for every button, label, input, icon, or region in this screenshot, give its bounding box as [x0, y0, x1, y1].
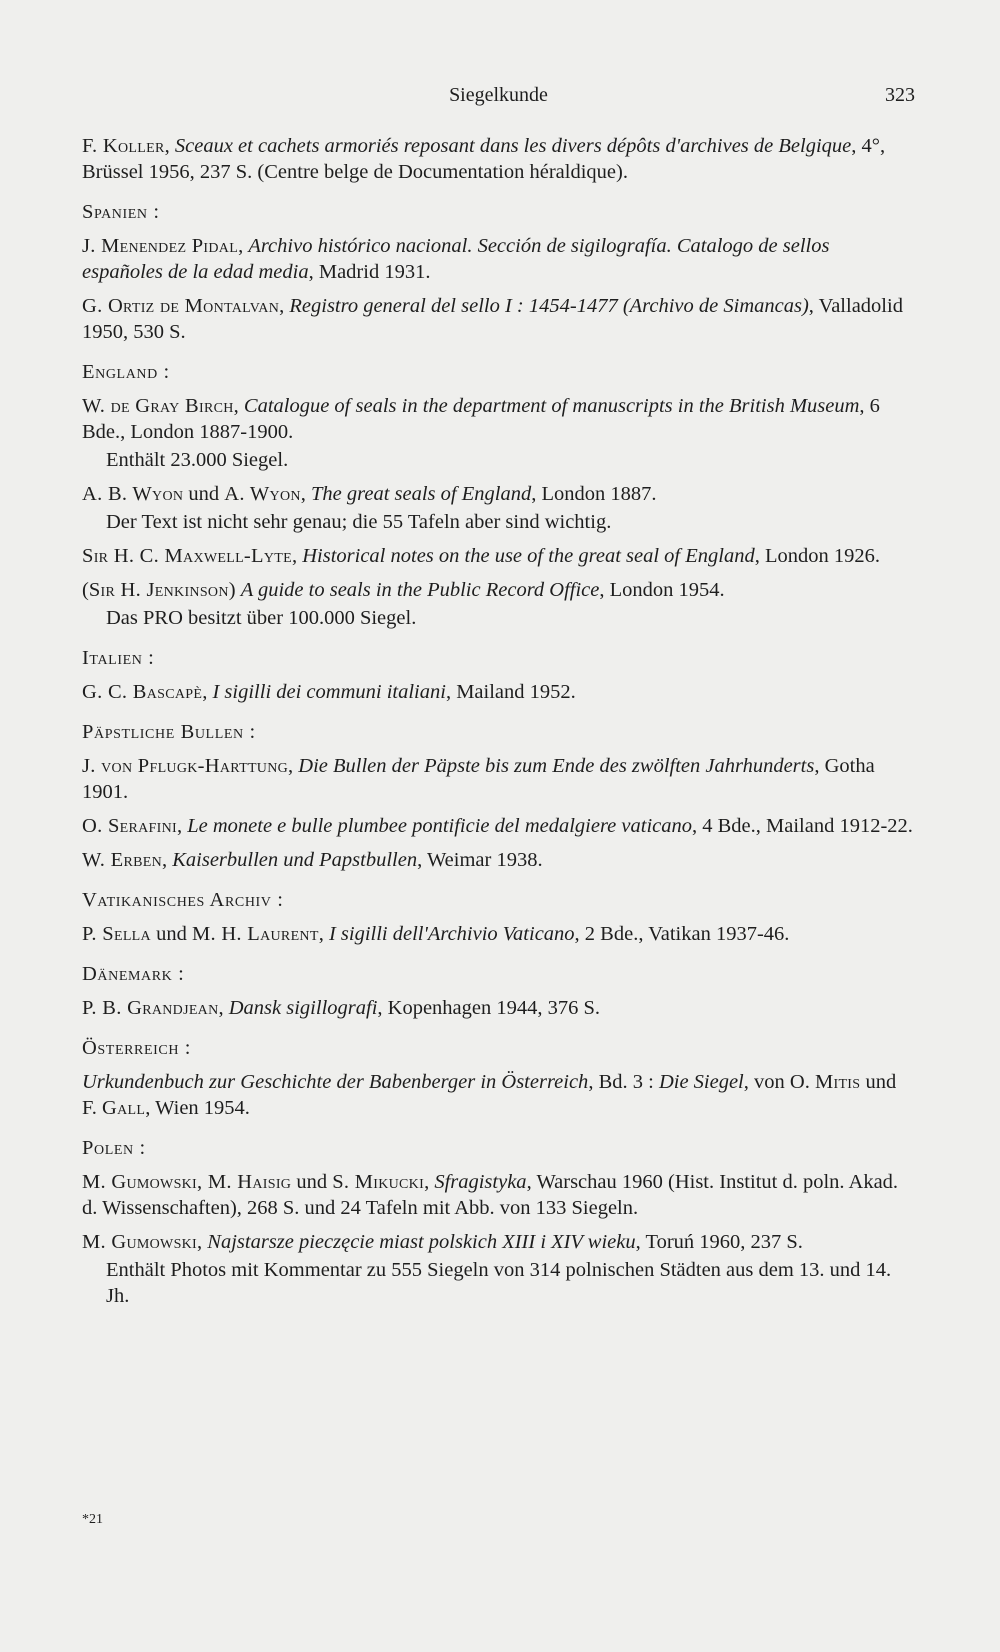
- section-heading-poland: Polen :: [82, 1137, 146, 1159]
- page-header: [82, 84, 915, 114]
- page-number: 323: [885, 84, 915, 106]
- bib-entry: W. de Gray Birch, Catalogue of seals in the department of manuscripts in the British Museum, 6 Bde., London 1887-1900.: [82, 395, 880, 443]
- bib-entry: G. C. Bascapè, I sigilli dei communi italiani, Mailand 1952.: [82, 681, 576, 703]
- section-heading-austria: Österreich :: [82, 1037, 192, 1059]
- bib-entry: G. Ortiz de Montalvan, Registro general del sello I : 1454-1477 (Archivo de Simancas), Valladolid 1950, 530 S.: [82, 295, 903, 343]
- section-heading-italy: Italien :: [82, 647, 155, 669]
- bib-entry: P. B. Grandjean, Dansk sigillografi, Kopenhagen 1944, 376 S.: [82, 997, 601, 1019]
- bib-entry: W. Erben, Kaiserbullen und Papstbullen, Weimar 1938.: [82, 849, 543, 871]
- section-heading-denmark: Dänemark :: [82, 963, 185, 985]
- section-heading-england: England :: [82, 361, 170, 383]
- section-heading-vatican: Vatikanisches Archiv :: [82, 889, 284, 911]
- section-heading-spain: Spanien :: [82, 201, 160, 223]
- entry-note: Der Text ist nicht sehr genau; die 55 Tafeln aber sind wichtig.: [106, 511, 612, 533]
- entry-note: Das PRO besitzt über 100.000 Siegel.: [106, 607, 417, 629]
- bib-entry: F. Koller, Sceaux et cachets armoriés reposant dans les divers dépôts d'archives de Belgique, 4°, Brüssel 1956, 237 S. (Centre belge de Documentation héraldique).: [82, 135, 886, 183]
- bib-entry: P. Sella und M. H. Laurent, I sigilli dell'Archivio Vaticano, 2 Bde., Vatikan 1937-46.: [82, 923, 790, 945]
- bib-entry: J. von Pflugk-Harttung, Die Bullen der Päpste bis zum Ende des zwölften Jahrhunderts, Gotha 1901.: [82, 755, 875, 803]
- running-head: Siegelkunde: [449, 84, 548, 106]
- bib-entry: J. Menendez Pidal, Archivo histórico nacional. Sección de sigilografía. Catalogo de sellos españoles de la edad media, Madrid 1931.: [82, 235, 830, 283]
- bibliography: [82, 133, 915, 1317]
- bib-entry: Urkundenbuch zur Geschichte der Babenberger in Österreich, Bd. 3 : Die Siegel, von O. Mitis und F. Gall, Wien 1954.: [82, 1071, 897, 1119]
- bib-entry: Sir H. C. Maxwell-Lyte, Historical notes on the use of the great seal of England, London 1926.: [82, 545, 880, 567]
- signature-mark: *21: [82, 1512, 103, 1527]
- section-heading-papal-bulls: Päpstliche Bullen :: [82, 721, 256, 743]
- entry-note: Enthält Photos mit Kommentar zu 555 Siegeln von 314 polnischen Städten aus dem 13. und 14. Jh.: [106, 1259, 892, 1307]
- bib-entry: A. B. Wyon und A. Wyon, The great seals of England, London 1887.: [82, 483, 657, 505]
- bib-entry: O. Serafini, Le monete e bulle plumbee pontificie del medalgiere vaticano, 4 Bde., Mailand 1912-22.: [82, 815, 913, 837]
- bib-entry: M. Gumowski, Najstarsze pieczęcie miast polskich XIII i XIV wieku, Toruń 1960, 237 S.: [82, 1231, 803, 1253]
- bib-entry: (Sir H. Jenkinson) A guide to seals in the Public Record Office, London 1954.: [82, 579, 725, 601]
- bib-entry: M. Gumowski, M. Haisig und S. Mikucki, Sfragistyka, Warschau 1960 (Hist. Institut d. poln. Akad. d. Wissenschaften), 268 S. und 24 Tafeln mit Abb. von 133 Siegeln.: [82, 1171, 899, 1219]
- entry-note: Enthält 23.000 Siegel.: [106, 449, 289, 471]
